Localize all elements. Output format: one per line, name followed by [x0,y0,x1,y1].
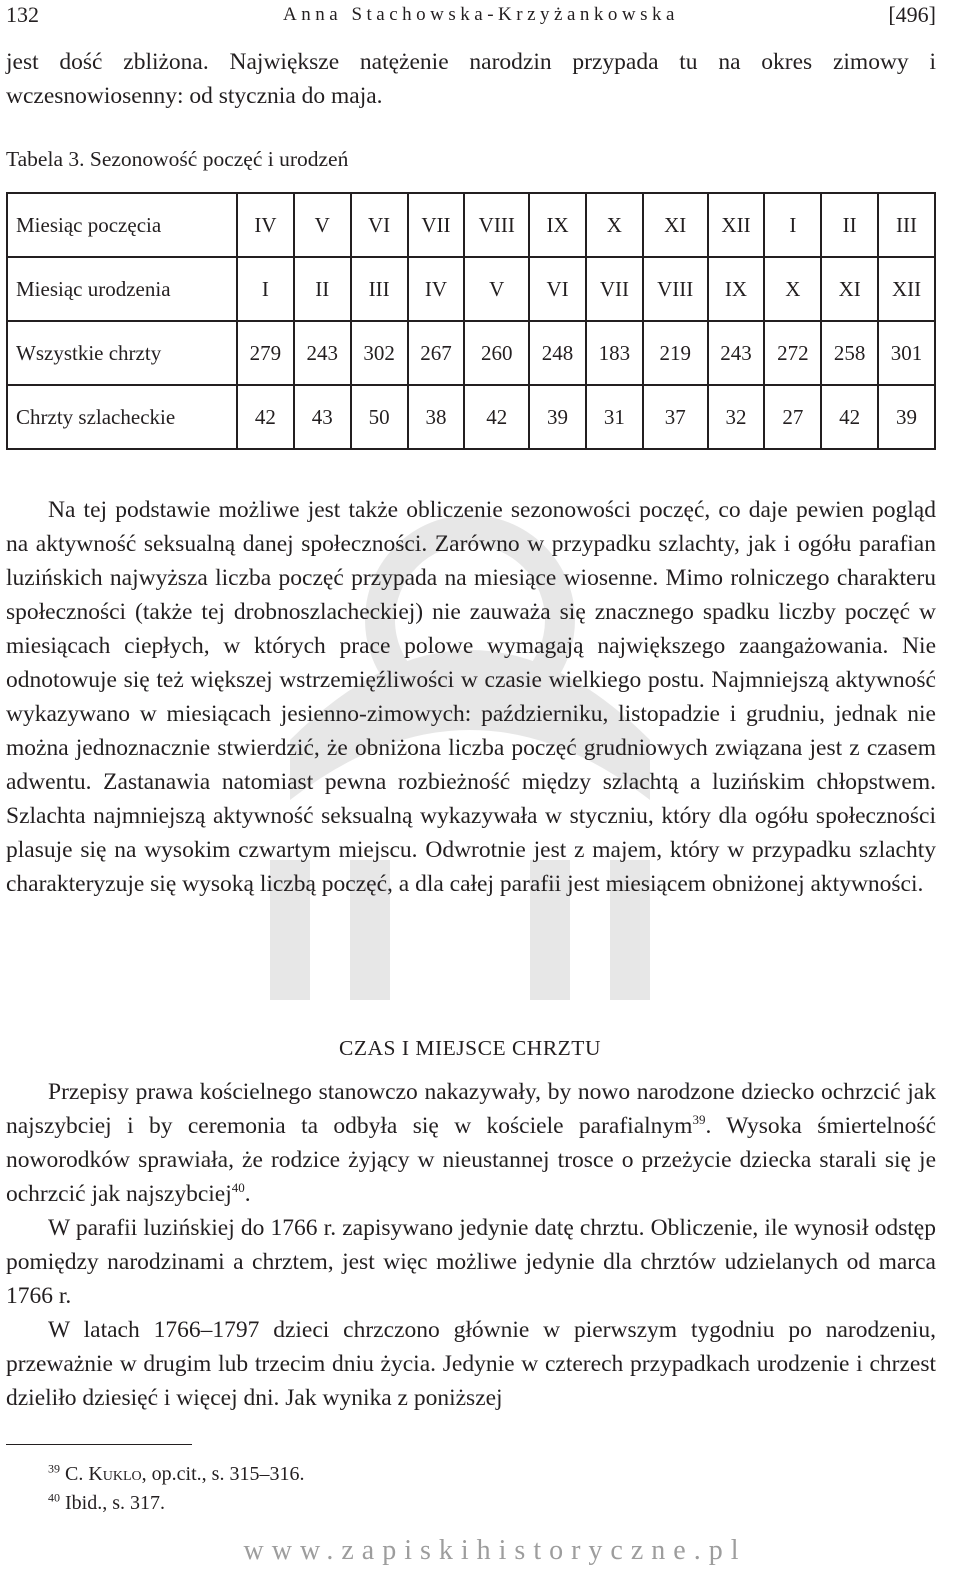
table-cell: 43 [294,385,351,449]
page-number: 132 [6,2,39,27]
table-row [7,385,935,449]
table-cell: IV [408,257,465,321]
row-label: Miesiąc poczęcia [7,193,237,257]
section-body [6,1075,936,1415]
table-cell: VIII [643,257,708,321]
table-cell: VI [351,193,408,257]
table-cell: 272 [764,321,821,385]
bracket-page-number: [496] [888,2,936,27]
section-paragraph-2: W parafii luzińskiej do 1766 r. zapisywano jedynie datę chrztu. Obliczenie, ile wynosił odstęp pomiędzy narodzinami a chrztem, jest więc możliwe jedynie dla chrztów udzielanych od marca 1766 r. [6,1215,936,1309]
table-row [7,193,935,257]
table-cell: X [764,257,821,321]
body-paragraph: Na tej podstawie możliwe jest także obliczenie sezonowości poczęć, co daje pewien pogląd na aktywność seksualną danej społeczności. Zarówno w przypadku szlachty, jak i ogółu parafian luzińskich najwyższa liczba poczęć przypada na miesiące wiosenne. Mimo rolniczego charakteru społeczności (także tej drobnoszlacheckiej) nie zauważa się znacznego spadku liczby poczęć w miesiącach ciepłych, w których prace polowe wymagają największego zaangażowania. Nie odnotowuje się też większej wstrzemięźliwości w czasie wielkiego postu. Najmniejszą aktywność wykazywano w miesiącach jesienno-zimowych: październiku, listopadzie i grudniu, jednak nie można jednoznacznie stwierdzić, że obniżona liczba poczęć grudniowych związana jest z czasem adwentu. Zastanawia natomiast pewna rozbieżność między szlachtą a luzińskim chłopstwem. Szlachta najmniejszą aktywność seksualną wykazywała w styczniu, który dla ogółu społeczności plasuje się na wysokim czwartym miejscu. Odwrotnie jest z majem, który w przypadku szlachty charakteryzuje się wysoką liczbą poczęć, a dla całej parafii jest miesiącem obniżonej aktywności. [6,497,936,897]
table-cell: VII [586,257,643,321]
table-cell: 50 [351,385,408,449]
table-cell: 31 [586,385,643,449]
section-heading: CZAS I MIEJSCE CHRZTU [339,1036,601,1060]
footnote-40 [48,1489,304,1518]
table-row [7,257,935,321]
table-caption: Tabela 3. Sezonowość poczęć i urodzeń [6,147,349,171]
table-cell: 279 [237,321,294,385]
table-cell: V [294,193,351,257]
row-label: Miesiąc urodzenia [7,257,237,321]
footnote-39 [48,1460,304,1489]
table-cell: 302 [351,321,408,385]
footnote-number: 40 [48,1490,60,1505]
table-cell: X [586,193,643,257]
table-cell: XII [708,193,765,257]
footnotes [48,1460,304,1518]
section-paragraph-1 [6,1075,936,1211]
table-cell: 260 [464,321,529,385]
table-cell: 248 [529,321,586,385]
section-paragraph-3: W latach 1766–1797 dzieci chrzczono głównie w pierwszym tygodniu po narodzeniu, przeważnie w drugim lub trzecim dniu życia. Jedynie w czterech przypadkach urodzenie i chrzest dzieliło dziesięć i więcej dni. Jak wynika z poniższej [6,1317,936,1411]
table-cell: IV [237,193,294,257]
running-author: Anna Stachowska-Krzyżankowska [283,4,679,25]
table-cell: VI [529,257,586,321]
footnote-text: C. [65,1463,89,1485]
table-cell: 42 [821,385,878,449]
table-cell: 243 [708,321,765,385]
page-header [6,0,936,30]
footnote-ref-40[interactable]: 40 [231,1180,245,1196]
table-cell: 243 [294,321,351,385]
table-row [7,321,935,385]
intro-paragraph: jest dość zbliżona. Największe natężenie narodzin przypada tu na okres zimowy i wczesnowiosenny: od stycznia do maja. [6,49,936,109]
table-cell: 32 [708,385,765,449]
table-cell: 38 [408,385,465,449]
table-cell: IX [529,193,586,257]
table-cell: VIII [464,193,529,257]
footnote-text: , op.cit., s. 315–316. [141,1463,305,1485]
table-cell: 258 [821,321,878,385]
table-cell: II [294,257,351,321]
table-cell: II [821,193,878,257]
table-cell: VII [408,193,465,257]
table-cell: III [351,257,408,321]
table-cell: III [878,193,935,257]
footnote-text: Ibid., s. 317. [65,1492,165,1514]
table-cell: V [464,257,529,321]
table-cell: 39 [529,385,586,449]
table-cell: 183 [586,321,643,385]
table-cell: 219 [643,321,708,385]
table-cell: 301 [878,321,935,385]
table-cell: I [237,257,294,321]
table-cell: 27 [764,385,821,449]
footnote-divider [6,1444,192,1445]
table-cell: XII [878,257,935,321]
table-cell: XI [643,193,708,257]
body-section [6,493,936,901]
table-cell: 37 [643,385,708,449]
table-cell: I [764,193,821,257]
p1-text-b: . Wysoka śmiertelność noworodków sprawiała, że rodzice żyjący w nieustannej trosce o przeżycie dziecka starali się je ochrzcić jak najszybciej [6,1113,936,1207]
row-label: Wszystkie chrzty [7,321,237,385]
table-cell: 42 [464,385,529,449]
table-cell: 39 [878,385,935,449]
footnote-ref-39[interactable]: 39 [692,1112,706,1128]
p1-text-a: Przepisy prawa kościelnego stanowczo nakazywały, by nowo narodzone dziecko ochrzcić jak najszybciej i by ceremonia ta odbyła się w kościele parafialnym [6,1079,936,1139]
table-cell: XI [821,257,878,321]
footer-url[interactable]: www.zapiskihistoryczne.pl [243,1535,747,1566]
seasonality-table [6,192,936,450]
table-cell: 267 [408,321,465,385]
table-cell: IX [708,257,765,321]
p1-text-c: . [244,1181,251,1207]
footnote-author: Kuklo [88,1463,142,1485]
footnote-number: 39 [48,1461,60,1476]
table-cell: 42 [237,385,294,449]
row-label: Chrzty szlacheckie [7,385,237,449]
